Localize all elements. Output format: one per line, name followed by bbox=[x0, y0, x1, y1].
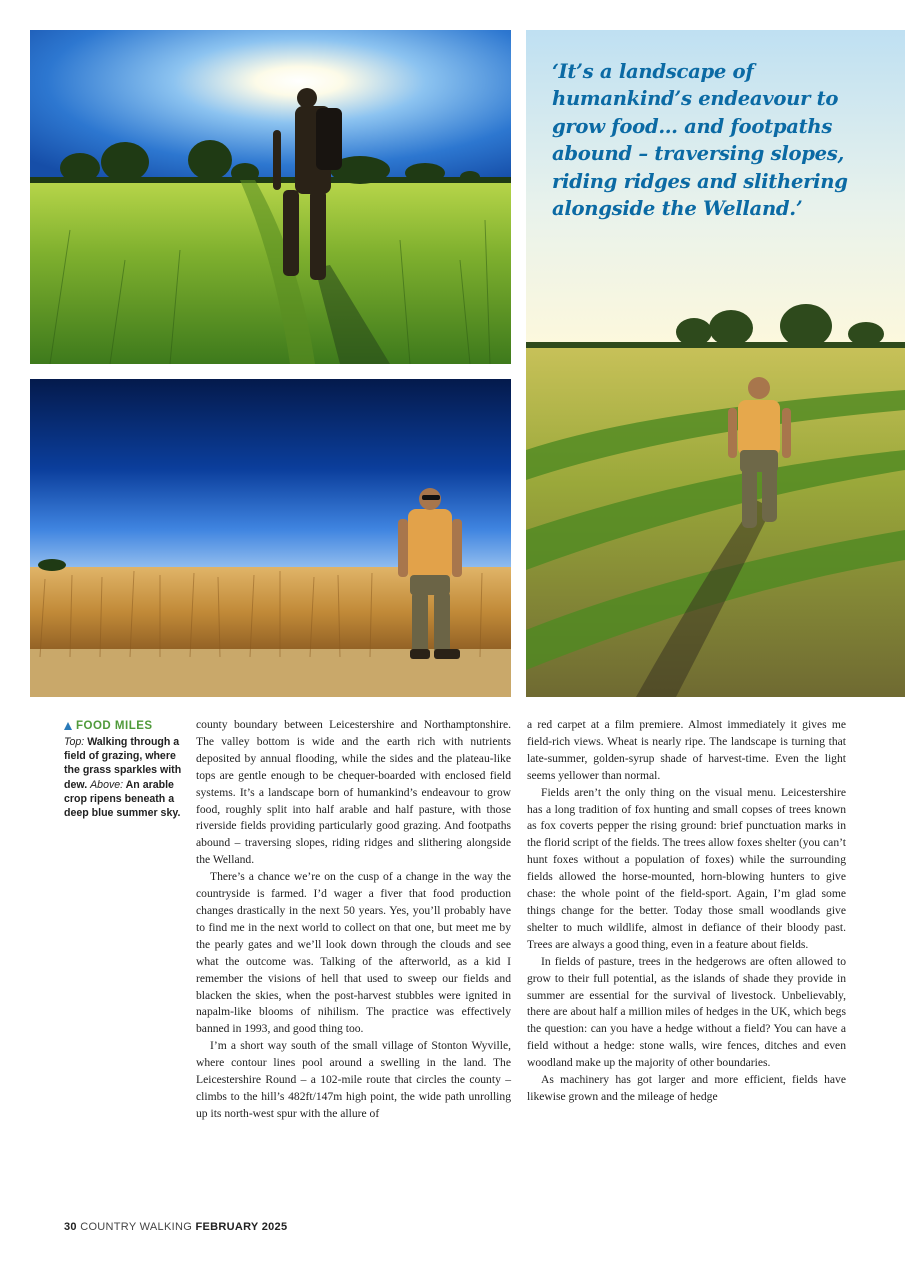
body-paragraph: county boundary between Leicestershire and Northamptonshire. The valley bottom is wide and the earth rich with nutrients deposited by annual flooding, while the sides and the plateau-like tops are gentle enough to be chequer-boarded with enclosed field systems. It’s a landscape born of humankind’s endeavour to grow food, roughly split into half arable and half pasture, with those riverside fields providing particularly good grazing. And footpaths abound – traversing slopes, riding ridges and slithering alongside the Welland. bbox=[196, 718, 511, 867]
photo-walker-grass-field bbox=[30, 30, 511, 364]
body-column-right bbox=[527, 717, 846, 1106]
body-paragraph: As machinery has got larger and more efficient, fields have likewise grown and the mileage of hedge bbox=[527, 1073, 846, 1103]
body-paragraph: In fields of pasture, trees in the hedgerows are often allowed to grow to their full potential, as the islands of shade they provide in summer are essential for the survival of livestock. Unbelievably, there are about half a million miles of hedges in the UK, which begs the question: can you have a hedge without a field? You can have a field without a hedge: stone walls, wire fences, ditches and even woodland make up the majority of other boundaries. bbox=[527, 954, 846, 1070]
page-footer bbox=[64, 1221, 287, 1233]
caption-heading: FOOD MILES bbox=[76, 720, 153, 732]
photo-caption bbox=[64, 720, 184, 820]
body-paragraph: a red carpet at a film premiere. Almost immediately it gives me field-rich views. Wheat is nearly ripe. The landscape is turning that late-summer, golden-syrup shade of harvest-time. Even the light seems yellower than normal. bbox=[527, 718, 846, 782]
caption-top-text: Walking through a field of grazing, where the grass sparkles with dew. bbox=[64, 736, 182, 791]
body-column-left bbox=[196, 717, 511, 1123]
magazine-name: COUNTRY WALKING bbox=[80, 1221, 193, 1233]
triangle-up-icon bbox=[64, 722, 72, 730]
photo-walker-wheat-field bbox=[30, 379, 511, 697]
caption-top-label: Top: bbox=[64, 736, 85, 748]
caption-above-label: Above: bbox=[90, 778, 124, 791]
body-paragraph: Fields aren’t the only thing on the visual menu. Leicestershire has a long tradition of fox hunting and small copses of trees known as fox coverts pepper the rising ground: brief punctuation marks in the florid script of the fields. The trees allow foxes shelter (you can’t hunt foxes without a population of foxes) while the surrounding fields allowed the horse-mounted, horn-blowing hunters to give chase: the whole point of the field-sport. Again, I’m glad some things change for the better. Today those small woodlands give shelter to much wildlife, almost in defiance of their bloody past. Trees are always a good thing, even in a feature about fields. bbox=[527, 785, 846, 951]
page-number: 30 bbox=[64, 1221, 77, 1233]
pull-quote: ‘It’s a landscape of humankind’s endeavour to grow food… and footpaths abound – traversing slopes, riding ridges and slithering alongside the Welland.’ bbox=[552, 60, 848, 221]
issue-date: FEBRUARY 2025 bbox=[195, 1221, 288, 1233]
caption-above-text: An arable crop ripens beneath a deep blue summer sky. bbox=[64, 778, 181, 820]
body-paragraph: I’m a short way south of the small village of Stonton Wyville, where contour lines pool around a swelling in the land. The Leicestershire Round – a 102-mile route that circles the county – climbs to the hill’s 482ft/147m high point, the wide path unrolling up its north-west spur with the allure of bbox=[196, 1039, 511, 1120]
body-paragraph: There’s a chance we’re on the cusp of a change in the way the countryside is farmed. I’d wager a fiver that food production changes drastically in the next 50 years. Yes, you’ll probably have to find me in the next world to collect on that one, but meet me by the pearly gates and we’ll look down through the clouds and see what the outcome was. Talking of the afterworld, as a kid I remember the visions of hell that used to sweep our fields and blacken the skies, when the post-harvest stubbles were ignited in napalm-like blooms of nihilism. The practice was effectively banned in 1993, and good thing too. bbox=[196, 870, 511, 1036]
